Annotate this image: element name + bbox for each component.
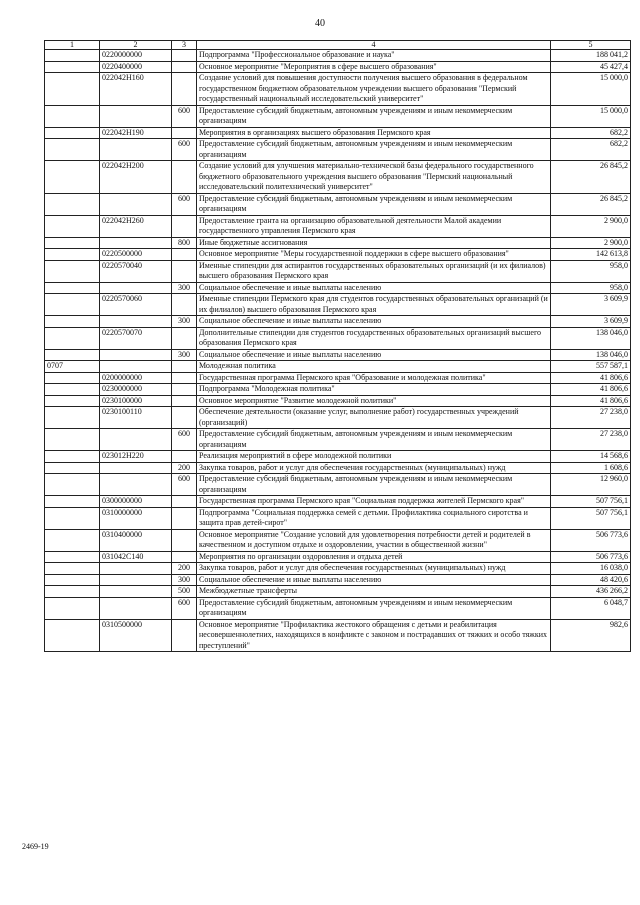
table-row [45, 73, 631, 106]
amount-cell: 3 609,9 [551, 294, 631, 316]
target-code-cell: 0310000000 [100, 507, 172, 529]
target-code-cell: 0230100000 [100, 395, 172, 407]
table-row [45, 597, 631, 619]
table-row [45, 349, 631, 361]
expense-type-cell: 600 [172, 429, 197, 451]
section-cell [45, 193, 100, 215]
amount-cell: 16 038,0 [551, 563, 631, 575]
amount-cell: 26 845,2 [551, 161, 631, 194]
description-cell: Основное мероприятие "Меры государственной поддержки в сфере высшего образования" [197, 249, 551, 261]
table-row [45, 395, 631, 407]
expense-type-cell: 300 [172, 349, 197, 361]
section-cell [45, 294, 100, 316]
expense-type-cell [172, 327, 197, 349]
amount-cell: 557 587,1 [551, 361, 631, 373]
expense-type-cell [172, 161, 197, 194]
amount-cell: 1 608,6 [551, 462, 631, 474]
target-code-cell: 0220570070 [100, 327, 172, 349]
section-cell [45, 73, 100, 106]
section-cell [45, 619, 100, 652]
target-code-cell: 0220400000 [100, 61, 172, 73]
target-code-cell: 031042С140 [100, 551, 172, 563]
description-cell: Иные бюджетные ассигнования [197, 237, 551, 249]
section-cell [45, 50, 100, 62]
amount-cell: 958,0 [551, 260, 631, 282]
description-cell: Социальное обеспечение и иные выплаты населению [197, 316, 551, 328]
amount-cell: 15 000,0 [551, 73, 631, 106]
section-cell [45, 372, 100, 384]
header-cell: 1 [45, 41, 100, 50]
target-code-cell [100, 586, 172, 598]
description-cell: Создание условий для повышения доступности получения высшего образования в федеральном государственном бюджетном образовательном учреждении высшего образования "Пермский государственный национальный исследовательский университет" [197, 73, 551, 106]
description-cell: Предоставление субсидий бюджетным, автономным учреждениям и иным некоммерческим организациям [197, 474, 551, 496]
section-cell [45, 586, 100, 598]
page-number: 40 [315, 18, 325, 29]
target-code-cell [100, 429, 172, 451]
amount-cell: 41 806,6 [551, 384, 631, 396]
amount-cell: 506 773,6 [551, 529, 631, 551]
section-cell: 0707 [45, 361, 100, 373]
amount-cell: 138 046,0 [551, 349, 631, 361]
table-row [45, 161, 631, 194]
target-code-cell [100, 474, 172, 496]
expense-type-cell: 500 [172, 586, 197, 598]
section-cell [45, 316, 100, 328]
footer-code: 2469-19 [22, 842, 49, 851]
expense-type-cell: 600 [172, 474, 197, 496]
expense-type-cell: 600 [172, 105, 197, 127]
expense-type-cell: 200 [172, 563, 197, 575]
target-code-cell: 0230000000 [100, 384, 172, 396]
expense-type-cell [172, 451, 197, 463]
amount-cell: 41 806,6 [551, 372, 631, 384]
description-cell: Создание условий для улучшения материально-технической базы федерального государственного бюджетного образовательного учреждения высшего образования "Пермский национальный исследовательский политехнический университет" [197, 161, 551, 194]
description-cell: Молодежная политика [197, 361, 551, 373]
section-cell [45, 105, 100, 127]
table-row [45, 139, 631, 161]
description-cell: Основное мероприятие "Профилактика жестокого обращения с детьми и реабилитация несовершеннолетних, находящихся в конфликте с законом и пострадавших от тяжких и особо тяжких преступлений" [197, 619, 551, 652]
expense-type-cell [172, 496, 197, 508]
description-cell: Закупка товаров, работ и услуг для обеспечения государственных (муниципальных) нужд [197, 563, 551, 575]
expense-type-cell: 600 [172, 193, 197, 215]
amount-cell: 14 568,6 [551, 451, 631, 463]
expense-type-cell: 600 [172, 597, 197, 619]
expense-type-cell [172, 551, 197, 563]
expense-type-cell [172, 50, 197, 62]
target-code-cell: 0200000000 [100, 372, 172, 384]
budget-table [44, 40, 631, 652]
section-cell [45, 127, 100, 139]
amount-cell: 3 609,9 [551, 316, 631, 328]
section-cell [45, 215, 100, 237]
section-cell [45, 61, 100, 73]
section-cell [45, 551, 100, 563]
section-cell [45, 349, 100, 361]
table-row [45, 294, 631, 316]
table-row [45, 237, 631, 249]
table-row [45, 249, 631, 261]
section-cell [45, 429, 100, 451]
expense-type-cell: 200 [172, 462, 197, 474]
table-row [45, 61, 631, 73]
amount-cell: 2 900,0 [551, 237, 631, 249]
amount-cell: 138 046,0 [551, 327, 631, 349]
expense-type-cell [172, 127, 197, 139]
section-cell [45, 260, 100, 282]
amount-cell: 142 613,8 [551, 249, 631, 261]
amount-cell: 27 238,0 [551, 429, 631, 451]
amount-cell: 12 960,0 [551, 474, 631, 496]
description-cell: Предоставление субсидий бюджетным, автономным учреждениям и иным некоммерческим организациям [197, 429, 551, 451]
target-code-cell: 0310500000 [100, 619, 172, 652]
description-cell: Мероприятия в организациях высшего образования Пермского края [197, 127, 551, 139]
expense-type-cell [172, 619, 197, 652]
section-cell [45, 407, 100, 429]
section-cell [45, 384, 100, 396]
target-code-cell: 022042Н160 [100, 73, 172, 106]
target-code-cell [100, 462, 172, 474]
section-cell [45, 474, 100, 496]
target-code-cell [100, 563, 172, 575]
description-cell: Подпрограмма "Профессиональное образование и наука" [197, 50, 551, 62]
amount-cell: 506 773,6 [551, 551, 631, 563]
table-row [45, 316, 631, 328]
target-code-cell: 0220570060 [100, 294, 172, 316]
amount-cell: 15 000,0 [551, 105, 631, 127]
description-cell: Социальное обеспечение и иные выплаты населению [197, 349, 551, 361]
description-cell: Именные стипендии для аспирантов государственных образовательных организаций (и их филиалов) высшего образования Пермского края [197, 260, 551, 282]
amount-cell: 188 041,2 [551, 50, 631, 62]
description-cell: Предоставление субсидий бюджетным, автономным учреждениям и иным некоммерческим организациям [197, 597, 551, 619]
amount-cell: 507 756,1 [551, 507, 631, 529]
section-cell [45, 507, 100, 529]
table-row [45, 586, 631, 598]
table-row [45, 451, 631, 463]
expense-type-cell [172, 372, 197, 384]
section-cell [45, 529, 100, 551]
section-cell [45, 462, 100, 474]
table-row [45, 372, 631, 384]
description-cell: Дополнительные стипендии для студентов государственных образовательных организаций высшего образования Пермского края [197, 327, 551, 349]
expense-type-cell [172, 294, 197, 316]
table-row [45, 563, 631, 575]
table-row [45, 496, 631, 508]
description-cell: Государственная программа Пермского края "Образование и молодежная политика" [197, 372, 551, 384]
target-code-cell: 0220570040 [100, 260, 172, 282]
target-code-cell [100, 139, 172, 161]
table-row [45, 474, 631, 496]
expense-type-cell [172, 215, 197, 237]
expense-type-cell: 800 [172, 237, 197, 249]
amount-cell: 982,6 [551, 619, 631, 652]
header-cell: 3 [172, 41, 197, 50]
table-row [45, 529, 631, 551]
section-cell [45, 395, 100, 407]
description-cell: Именные стипендии Пермского края для студентов государственных образовательных организаций (и их филиалов) высшего образования Пермского края [197, 294, 551, 316]
section-cell [45, 139, 100, 161]
table-row [45, 361, 631, 373]
target-code-cell [100, 105, 172, 127]
table-row [45, 215, 631, 237]
target-code-cell [100, 349, 172, 361]
description-cell: Обеспечение деятельности (оказание услуг, выполнение работ) государственных учреждений (организаций) [197, 407, 551, 429]
target-code-cell: 0310400000 [100, 529, 172, 551]
target-code-cell [100, 282, 172, 294]
section-cell [45, 574, 100, 586]
target-code-cell [100, 574, 172, 586]
description-cell: Основное мероприятие "Создание условий для удовлетворения потребности детей и родителей в качественном и доступном отдыхе и оздоровлении, участии в общественной жизни" [197, 529, 551, 551]
header-cell: 5 [551, 41, 631, 50]
expense-type-cell [172, 73, 197, 106]
table-row [45, 462, 631, 474]
description-cell: Подпрограмма "Социальная поддержка семей с детьми. Профилактика социального сиротства и защита прав детей-сирот" [197, 507, 551, 529]
amount-cell: 958,0 [551, 282, 631, 294]
description-cell: Социальное обеспечение и иные выплаты населению [197, 574, 551, 586]
section-cell [45, 563, 100, 575]
amount-cell: 2 900,0 [551, 215, 631, 237]
target-code-cell: 023012Н220 [100, 451, 172, 463]
target-code-cell: 0220000000 [100, 50, 172, 62]
header-cell: 4 [197, 41, 551, 50]
target-code-cell: 022042Н190 [100, 127, 172, 139]
header-row [45, 41, 631, 50]
expense-type-cell: 300 [172, 316, 197, 328]
description-cell: Основное мероприятие "Развитие молодежной политики" [197, 395, 551, 407]
section-cell [45, 451, 100, 463]
section-cell [45, 496, 100, 508]
table-row [45, 384, 631, 396]
amount-cell: 436 266,2 [551, 586, 631, 598]
table-row [45, 407, 631, 429]
amount-cell: 27 238,0 [551, 407, 631, 429]
description-cell: Предоставление гранта на организацию образовательной деятельности Малой академии государственного управления Пермского края [197, 215, 551, 237]
target-code-cell [100, 361, 172, 373]
description-cell: Предоставление субсидий бюджетным, автономным учреждениям и иным некоммерческим организациям [197, 193, 551, 215]
amount-cell: 507 756,1 [551, 496, 631, 508]
expense-type-cell [172, 395, 197, 407]
description-cell: Закупка товаров, работ и услуг для обеспечения государственных (муниципальных) нужд [197, 462, 551, 474]
expense-type-cell [172, 260, 197, 282]
description-cell: Государственная программа Пермского края "Социальная поддержка жителей Пермского края" [197, 496, 551, 508]
table-row [45, 429, 631, 451]
target-code-cell [100, 316, 172, 328]
description-cell: Предоставление субсидий бюджетным, автономным учреждениям и иным некоммерческим организациям [197, 105, 551, 127]
section-cell [45, 597, 100, 619]
table-row [45, 105, 631, 127]
table-row [45, 619, 631, 652]
description-cell: Реализация мероприятий в сфере молодежной политики [197, 451, 551, 463]
description-cell: Предоставление субсидий бюджетным, автономным учреждениям и иным некоммерческим организациям [197, 139, 551, 161]
table-row [45, 127, 631, 139]
table-row [45, 327, 631, 349]
header-cell: 2 [100, 41, 172, 50]
expense-type-cell [172, 361, 197, 373]
expense-type-cell [172, 529, 197, 551]
expense-type-cell: 300 [172, 574, 197, 586]
target-code-cell: 0300000000 [100, 496, 172, 508]
table-row [45, 507, 631, 529]
table-row [45, 260, 631, 282]
target-code-cell: 022042Н200 [100, 161, 172, 194]
table-row [45, 50, 631, 62]
expense-type-cell [172, 61, 197, 73]
section-cell [45, 249, 100, 261]
description-cell: Социальное обеспечение и иные выплаты населению [197, 282, 551, 294]
table-row [45, 282, 631, 294]
amount-cell: 682,2 [551, 139, 631, 161]
expense-type-cell: 600 [172, 139, 197, 161]
expense-type-cell [172, 407, 197, 429]
target-code-cell: 022042Н260 [100, 215, 172, 237]
expense-type-cell [172, 507, 197, 529]
description-cell: Основное мероприятие "Мероприятия в сфере высшего образования" [197, 61, 551, 73]
section-cell [45, 282, 100, 294]
table-row [45, 551, 631, 563]
target-code-cell: 0220500000 [100, 249, 172, 261]
amount-cell: 6 048,7 [551, 597, 631, 619]
table-row [45, 193, 631, 215]
target-code-cell: 0230100110 [100, 407, 172, 429]
description-cell: Мероприятия по организации оздоровления и отдыха детей [197, 551, 551, 563]
section-cell [45, 237, 100, 249]
target-code-cell [100, 237, 172, 249]
target-code-cell [100, 597, 172, 619]
section-cell [45, 161, 100, 194]
expense-type-cell [172, 384, 197, 396]
amount-cell: 48 420,6 [551, 574, 631, 586]
table-row [45, 574, 631, 586]
description-cell: Межбюджетные трансферты [197, 586, 551, 598]
target-code-cell [100, 193, 172, 215]
amount-cell: 682,2 [551, 127, 631, 139]
section-cell [45, 327, 100, 349]
expense-type-cell: 300 [172, 282, 197, 294]
amount-cell: 41 806,6 [551, 395, 631, 407]
amount-cell: 45 427,4 [551, 61, 631, 73]
description-cell: Подпрограмма "Молодежная политика" [197, 384, 551, 396]
amount-cell: 26 845,2 [551, 193, 631, 215]
expense-type-cell [172, 249, 197, 261]
